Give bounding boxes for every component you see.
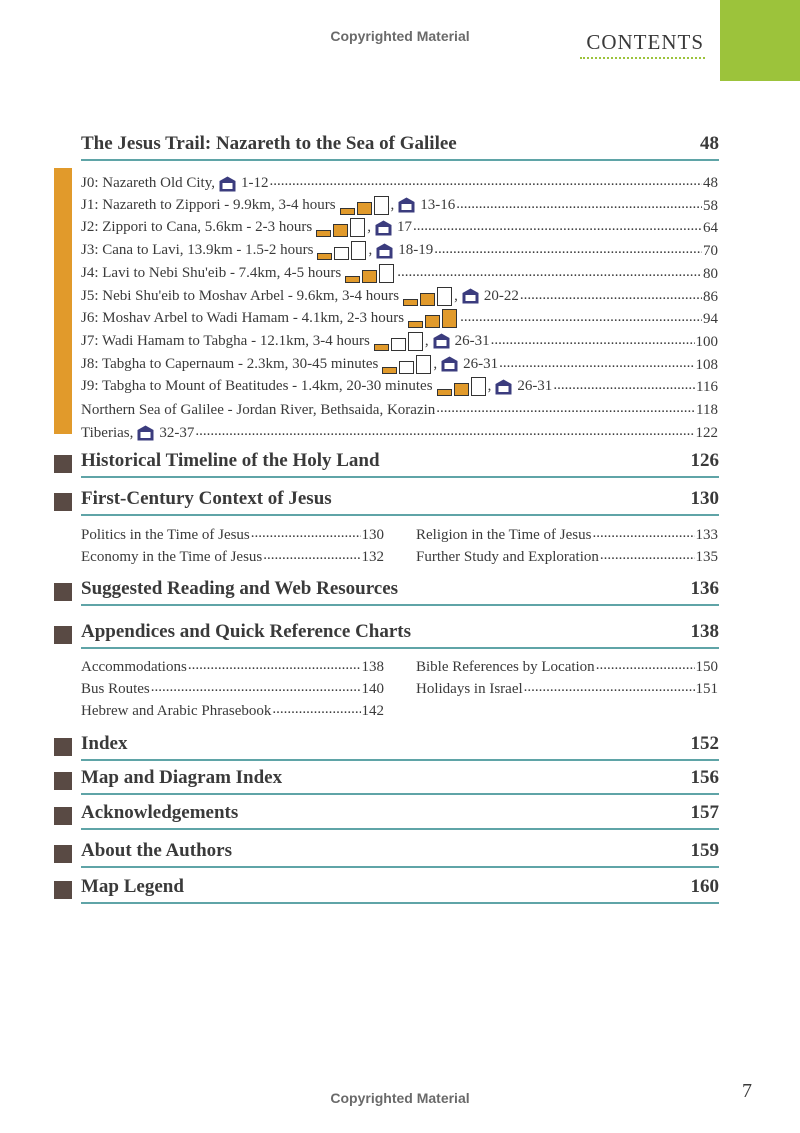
separator: , [433,355,438,372]
bullet-square [54,807,72,825]
trail-entry[interactable] [81,284,718,306]
entry-title [81,287,519,306]
section-map-index[interactable] [81,767,719,795]
entry-page: 48 [703,175,718,191]
separator: , [454,287,458,304]
dot-leader [188,656,361,676]
bullet-square [54,772,72,790]
section-title: Index [81,733,128,754]
section-page: 126 [690,450,719,471]
dot-leader [460,308,702,328]
trail-entry[interactable] [81,374,718,396]
trail-entry[interactable] [81,193,718,215]
dot-leader [520,286,702,306]
entry-page: 100 [695,333,718,350]
section-appendices[interactable] [81,621,719,649]
section-title: Historical Timeline of the Holy Land [81,450,380,471]
accommodation-pages: 1-12 [241,175,269,191]
entry-page: 94 [703,311,718,328]
bullet-square [54,493,72,511]
toc-entry[interactable] [416,654,718,676]
difficulty-icon [317,241,367,260]
accommodation-house-icon [376,243,393,259]
dot-leader [195,422,694,442]
entry-label: Accommodations [81,659,187,675]
dot-leader [524,678,695,698]
toc-entry[interactable] [81,698,384,720]
trail-entry[interactable] [81,215,718,237]
entry-title [81,196,455,215]
toc-entry[interactable] [416,522,718,544]
entry-page: 108 [695,356,718,373]
dot-leader [600,546,695,566]
difficulty-icon [345,264,395,283]
entry-page: 116 [696,379,718,396]
entry-label: J5: Nebi Shu'eib to Moshav Arbel - 9.6km, 3-4 hours [81,287,400,304]
section-title: Suggested Reading and Web Resources [81,578,399,599]
entry-label: Politics in the Time of Jesus [81,527,250,543]
accommodation-house-icon [441,356,458,372]
section-context[interactable] [81,488,719,516]
separator: , [424,332,429,349]
toc-entry[interactable] [81,654,384,676]
accommodation-pages: 26-31 [517,378,553,395]
difficulty-icon [382,355,432,374]
dot-leader [592,524,694,544]
chapter-tab [720,0,800,81]
section-title: First-Century Context of Jesus [81,488,332,509]
entry-page: 142 [361,703,384,719]
accommodation-house-icon [495,379,512,395]
trail-entry[interactable] [81,238,718,260]
entry-title [81,355,498,374]
bullet-square [54,738,72,756]
section-title: Appendices and Quick Reference Charts [81,621,412,642]
entry-title [81,402,435,419]
entry-label: Tiberias, [81,424,134,441]
accommodation-pages: 26-31 [454,332,490,349]
entry-label: Religion in the Time of Jesus [416,527,592,543]
entry-title [81,264,396,283]
accommodation-pages: 13-16 [420,196,456,213]
dot-leader [272,700,360,720]
accommodation-house-icon [462,288,479,304]
section-page: 160 [690,876,719,897]
separator: , [367,219,371,236]
section-map-legend[interactable] [81,876,719,904]
section-authors[interactable] [81,840,719,868]
entry-label: J3: Cana to Lavi, 13.9km - 1.5-2 hours [81,242,314,259]
entry-label: J9: Tabgha to Mount of Beatitudes - 1.4km, 20-30 minutes [81,378,433,395]
entry-label: J7: Wadi Hamam to Tabgha - 12.1km, 3-4 hours [81,332,370,349]
accommodation-house-icon [219,176,236,192]
accommodation-house-icon [375,220,392,236]
section-page: 159 [690,840,719,861]
dot-leader [491,331,695,351]
section-reading[interactable] [81,578,719,606]
accommodation-house-icon [137,425,154,441]
trail-entry[interactable] [81,170,718,192]
section-page: 48 [700,133,719,154]
section-page: 157 [690,802,719,823]
section-title: Acknowledgements [81,802,239,823]
accommodation-pages: 17 [396,219,412,236]
entry-title [81,218,412,237]
difficulty-icon [437,377,487,396]
dot-leader [151,678,361,698]
dot-leader [434,240,702,260]
entry-page: 133 [695,527,718,543]
entry-page: 86 [703,288,718,305]
trail-entry[interactable] [81,397,718,419]
entry-page: 118 [696,402,718,418]
section-page: 152 [690,733,719,754]
difficulty-icon [403,287,453,306]
section-title: Map Legend [81,876,184,897]
separator: , [368,242,373,259]
entry-page: 122 [695,424,718,441]
entry-page: 58 [703,197,718,214]
trail-entry[interactable] [81,352,718,374]
section-page: 156 [690,767,719,788]
entry-page: 132 [361,549,384,565]
entry-label: Further Study and Exploration [416,549,599,565]
toc-entry[interactable] [81,522,384,544]
entry-page: 80 [703,265,718,282]
section-title: The Jesus Trail: Nazareth to the Sea of Galilee [81,133,457,154]
page-number: 7 [742,1080,752,1102]
section-index[interactable] [81,733,719,761]
trail-entry[interactable] [81,261,718,283]
dot-leader [413,217,702,237]
dot-leader [251,524,361,544]
dot-leader [499,354,694,374]
section-title: About the Authors [81,840,232,861]
entry-title [81,377,552,396]
entry-title [81,309,459,328]
bullet-square [54,583,72,601]
section-title: Map and Diagram Index [81,767,283,788]
bullet-square [54,455,72,473]
dot-leader [397,263,702,283]
section-page: 130 [690,488,719,509]
entry-label: J4: Lavi to Nebi Shu'eib - 7.4km, 4-5 hours [81,264,342,281]
entry-page: 135 [695,549,718,565]
dot-leader [270,172,703,192]
dot-leader [456,195,702,215]
difficulty-icon [408,309,458,328]
entry-label: J1: Nazareth to Zippori - 9.9km, 3-4 hours [81,196,336,213]
entry-page: 151 [695,681,718,697]
entry-label: Hebrew and Arabic Phrasebook [81,703,272,719]
trail-entry[interactable] [81,420,718,442]
section-page: 138 [690,621,719,642]
dot-leader [596,656,695,676]
section-timeline[interactable] [81,450,719,478]
difficulty-icon [316,218,366,237]
entry-title [81,241,433,260]
entry-label: J8: Tabgha to Capernaum - 2.3km, 30-45 minutes [81,355,379,372]
entry-label: J0: Nazareth Old City, [81,175,215,191]
entry-label: Bible References by Location [416,659,595,675]
entry-label: J2: Zippori to Cana, 5.6km - 2-3 hours [81,219,313,236]
trail-entry[interactable] [81,329,718,351]
bullet-square [54,881,72,899]
entry-page: 70 [703,243,718,260]
dot-leader [263,546,360,566]
entry-label: Bus Routes [81,681,150,697]
entry-page: 130 [361,527,384,543]
copyright-watermark-top: Copyrighted Material [330,28,470,44]
section-page: 136 [690,578,719,599]
trail-entry[interactable] [81,306,718,328]
entry-page: 138 [361,659,384,675]
entry-label: Holidays in Israel [416,681,523,697]
toc-entry[interactable] [81,676,384,698]
accommodation-house-icon [398,197,415,213]
entry-label: Economy in the Time of Jesus [81,549,263,565]
bullet-square [54,626,72,644]
section-acknowledgements[interactable] [81,802,719,830]
accommodation-pages: 26-31 [463,355,499,372]
copyright-watermark-bottom: Copyrighted Material [330,1090,470,1106]
accommodation-house-icon [433,333,450,349]
entry-label: J6: Moshav Arbel to Wadi Hamam - 4.1km, 2-3 hours [81,310,405,327]
accommodation-pages: 32-37 [159,424,195,441]
section-jesus-trail[interactable] [81,133,719,161]
toc-entry[interactable] [416,676,718,698]
accommodation-pages: 20-22 [483,287,519,304]
entry-title [81,332,490,351]
toc-entry[interactable] [416,544,718,566]
difficulty-icon [340,196,390,215]
entry-page: 140 [361,681,384,697]
entry-page: 150 [695,659,718,675]
page-title: CONTENTS [586,30,704,54]
separator: , [390,196,395,213]
bullet-square [54,845,72,863]
entry-label: Northern Sea of Galilee - Jordan River, Bethsaida, Korazin [81,402,436,418]
toc-entry[interactable] [81,544,384,566]
trail-section-bar [54,168,72,434]
accommodation-pages: 18-19 [398,242,434,259]
dot-leader [553,376,695,396]
title-underline [580,57,705,59]
entry-page: 64 [703,220,718,237]
dot-leader [436,399,695,419]
difficulty-icon [374,332,424,351]
entry-title [81,175,269,192]
separator: , [487,378,492,395]
entry-title [81,425,194,442]
